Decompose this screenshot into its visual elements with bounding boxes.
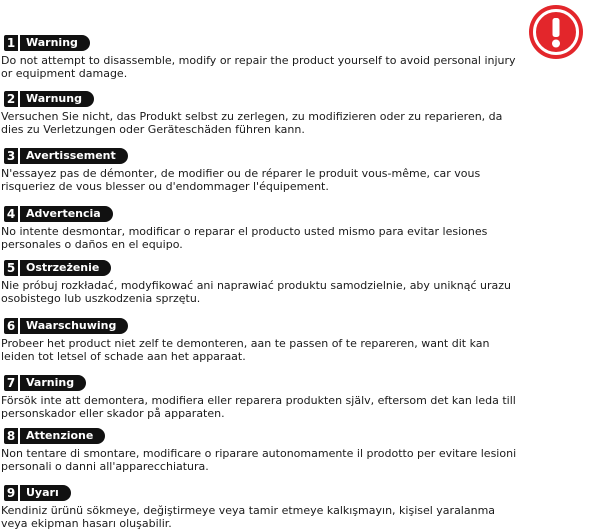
warning-section-fr bbox=[1, 147, 524, 193]
section-number: 4 bbox=[4, 206, 18, 222]
section-number: 8 bbox=[4, 428, 18, 444]
warning-section-it bbox=[1, 427, 524, 473]
section-heading bbox=[4, 205, 524, 223]
section-number: 1 bbox=[4, 35, 18, 51]
section-heading bbox=[4, 34, 524, 52]
section-heading bbox=[4, 317, 524, 335]
section-title: Ostrzeżenie bbox=[20, 260, 111, 276]
warning-section-sv bbox=[1, 374, 524, 420]
warning-section-nl bbox=[1, 317, 524, 363]
section-heading bbox=[4, 259, 524, 277]
section-text: Do not attempt to disassemble, modify or repair the product yourself to avoid personal injury or equipment damage. bbox=[1, 54, 516, 80]
section-title: Uyarı bbox=[20, 485, 71, 501]
section-heading bbox=[4, 374, 524, 392]
section-title: Waarschuwing bbox=[20, 318, 128, 334]
section-number: 3 bbox=[4, 148, 18, 164]
section-number: 5 bbox=[4, 260, 18, 276]
section-number: 2 bbox=[4, 91, 18, 107]
section-title: Varning bbox=[20, 375, 86, 391]
section-title: Warnung bbox=[20, 91, 94, 107]
section-title: Avertissement bbox=[20, 148, 128, 164]
warning-section-de bbox=[1, 90, 524, 136]
section-text: Försök inte att demontera, modifiera eller reparera produkten själv, eftersom det kan leda till personskador eller skador på apparaten. bbox=[1, 394, 516, 420]
section-heading bbox=[4, 90, 524, 108]
section-text: Versuchen Sie nicht, das Produkt selbst zu zerlegen, zu modifizieren oder zu reparieren, da dies zu Verletzungen oder Geräteschäden führen kann. bbox=[1, 110, 503, 136]
section-heading bbox=[4, 427, 524, 445]
section-title: Advertencia bbox=[20, 206, 113, 222]
section-text: Probeer het product niet zelf te demonteren, aan te passen of te repareren, want dit kan leiden tot letsel of schade aan het apparaat. bbox=[1, 337, 490, 363]
warning-section-en bbox=[1, 34, 524, 80]
section-text: No intente desmontar, modificar o reparar el producto usted mismo para evitar lesiones personales o daños en el equipo. bbox=[1, 225, 488, 251]
section-number: 7 bbox=[4, 375, 18, 391]
warning-section-es bbox=[1, 205, 524, 251]
section-text: N'essayez pas de démonter, de modifier ou de réparer le produit vous-même, car vous risqueriez de vous blesser ou d'endommager l'équipement. bbox=[1, 167, 481, 193]
section-heading bbox=[4, 484, 524, 502]
section-title: Warning bbox=[20, 35, 90, 51]
section-text: Non tentare di smontare, modificare o riparare autonomamente il prodotto per evitare lesioni personali o danni all'apparecchiatura. bbox=[1, 447, 517, 473]
section-number: 9 bbox=[4, 485, 18, 501]
section-text: Nie próbuj rozkładać, modyfikować ani naprawiać produktu samodzielnie, aby uniknąć urazu osobistego lub uszkodzenia sprzętu. bbox=[1, 279, 512, 305]
warning-section-pl bbox=[1, 259, 524, 305]
section-number: 6 bbox=[4, 318, 18, 334]
section-title: Attenzione bbox=[20, 428, 105, 444]
warning-exclamation-icon bbox=[528, 4, 584, 60]
section-heading bbox=[4, 147, 524, 165]
warning-section-tr bbox=[1, 484, 524, 530]
section-text: Kendiniz ürünü sökmeye, değiştirmeye veya tamir etmeye kalkışmayın, kişisel yaralanma veya ekipman hasarı oluşabilir. bbox=[1, 504, 496, 530]
